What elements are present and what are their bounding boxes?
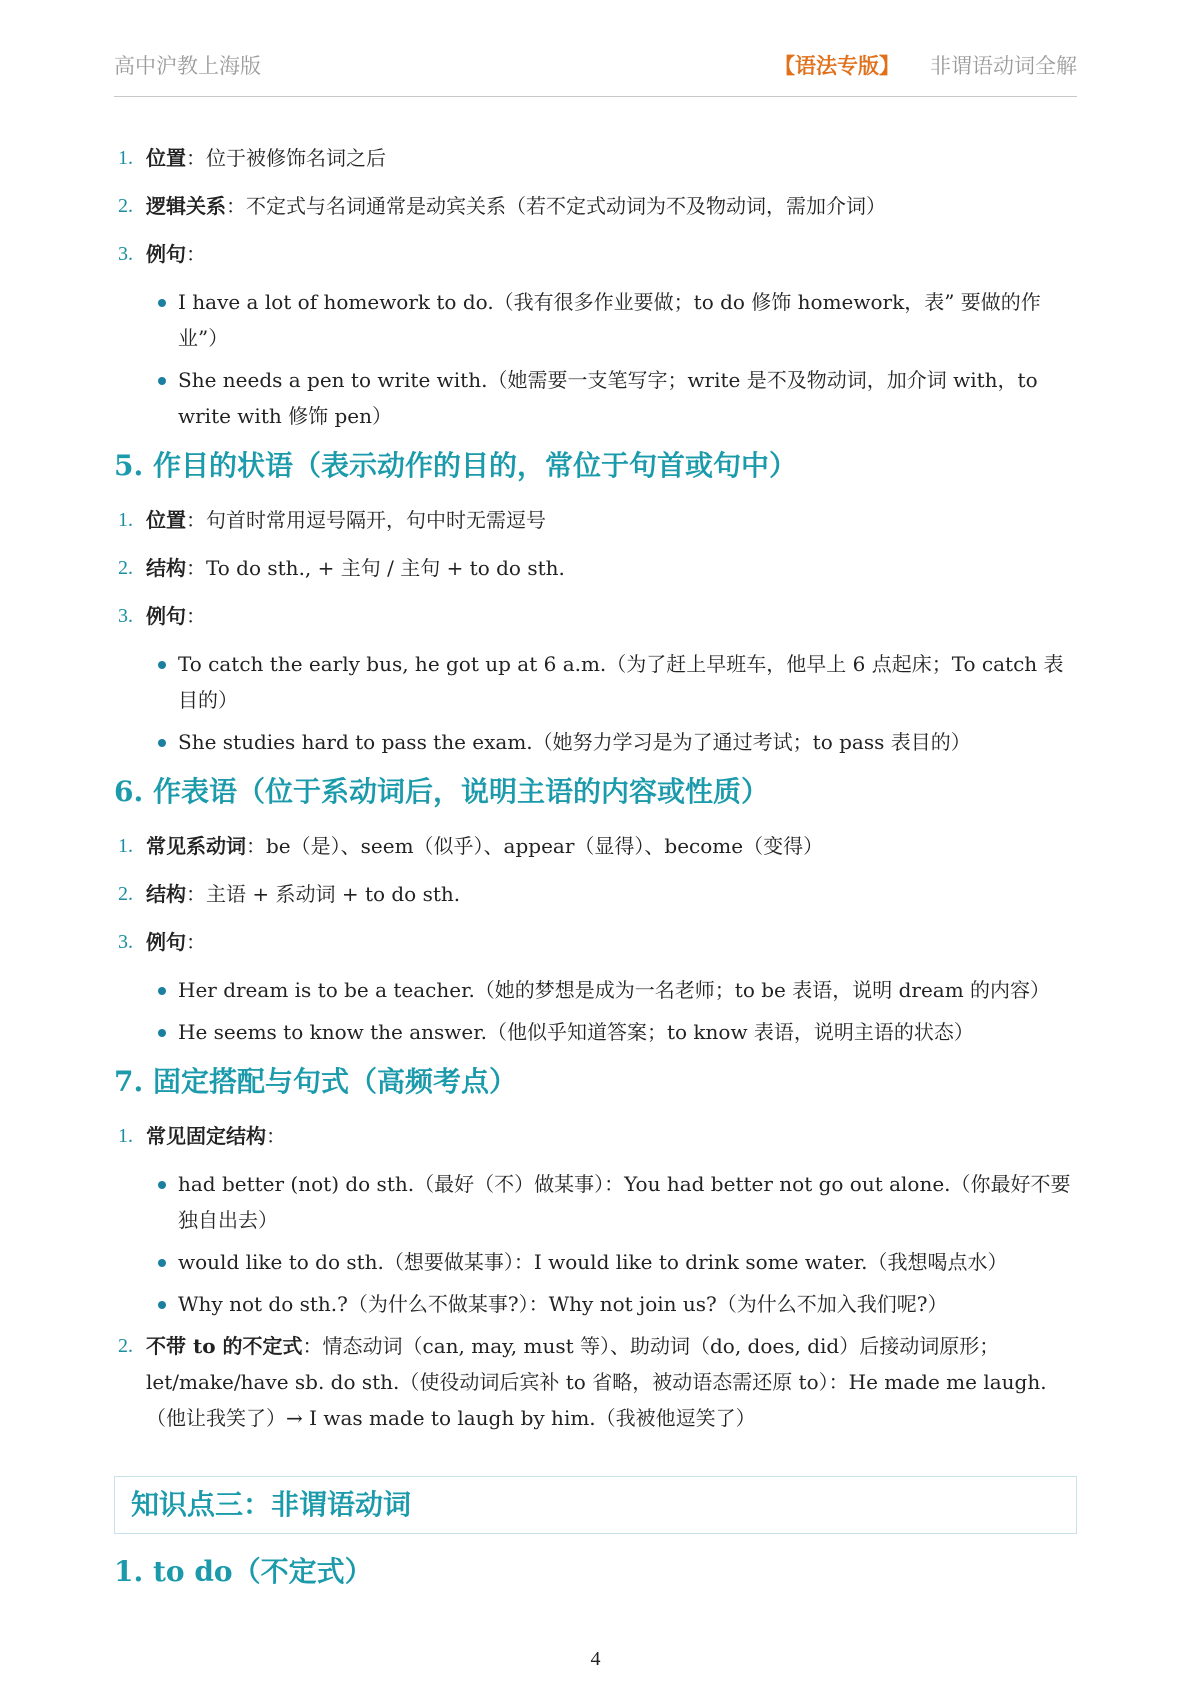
list-item: 3. 例句：: [118, 242, 206, 266]
example-sentence: had better (not) do sth.（最好（不）做某事）：You had better not go out alone.（你最好不要独自出去）: [156, 1166, 1077, 1238]
list-item: 3. 例句：: [118, 604, 206, 628]
example-list: [156, 284, 1077, 434]
example-list: [156, 972, 1077, 1050]
example-sentence: Her dream is to be a teacher.（她的梦想是成为一名老师；to be 表语，说明 dream 的内容）: [156, 972, 1077, 1008]
section-heading: 6. 作表语（位于系动词后，说明主语的内容或性质）: [114, 775, 769, 808]
example-sentence: would like to do sth.（想要做某事）：I would like to drink some water.（我想喝点水）: [156, 1244, 1077, 1280]
page-content: [114, 140, 1077, 1608]
list-item: 2. 逻辑关系：不定式与名词通常是动宾关系（若不定式动词为不及物动词，需加介词）: [118, 194, 886, 218]
example-sentence: She studies hard to pass the exam.（她努力学习是为了通过考试；to pass 表目的）: [156, 724, 1077, 760]
list-item: 2. 结构：主语 + 系动词 + to do sth.: [118, 882, 461, 906]
header-book-title: 高中沪教上海版: [114, 54, 261, 78]
subsection-heading: 1. to do（不定式）: [114, 1555, 373, 1588]
page-header: [114, 40, 1077, 97]
knowledge-point-box: 知识点三：非谓语动词: [114, 1476, 1077, 1534]
list-item: 2. 不带 to 的不定式：情态动词（can, may, must 等）、助动词（do, does, did）后接动词原形；let/make/have sb. do sth.（使役动词后宾补 to 省略，被动语态需还原 to）：He made me laugh.（他让我笑了）→ I was made to laugh by him.（我被他逗笑了）: [118, 1334, 1047, 1430]
list-item: 1. 常见系动词：be（是）、seem（似乎）、appear（显得）、become（变得）: [118, 834, 824, 858]
example-sentence: He seems to know the answer.（他似乎知道答案；to know 表语，说明主语的状态）: [156, 1014, 1077, 1050]
example-sentence: I have a lot of homework to do.（我有很多作业要做；to do 修饰 homework，表” 要做的作业”）: [156, 284, 1077, 356]
list-item: 1. 常见固定结构：: [118, 1124, 286, 1148]
example-list: [156, 1166, 1077, 1322]
example-sentence: She needs a pen to write with.（她需要一支笔写字；write 是不及物动词，加介词 with，to write with 修饰 pen）: [156, 362, 1077, 434]
header-right: [774, 50, 1077, 80]
list-item: 2. 结构：To do sth., + 主句 / 主句 + to do sth.: [118, 556, 565, 580]
example-sentence: Why not do sth.?（为什么不做某事?）：Why not join us?（为什么不加入我们呢?）: [156, 1286, 1077, 1322]
section-heading: 7. 固定搭配与句式（高频考点）: [114, 1065, 517, 1098]
list-item: 1. 位置：句首时常用逗号隔开，句中时无需逗号: [118, 508, 546, 532]
header-chapter: 非谓语动词全解: [930, 54, 1077, 78]
example-sentence: To catch the early bus, he got up at 6 a.m.（为了赶上早班车，他早上 6 点起床；To catch 表目的）: [156, 646, 1077, 718]
header-tag: 【语法专版】: [774, 53, 900, 78]
list-item: 3. 例句：: [118, 930, 206, 954]
section-heading: 5. 作目的状语（表示动作的目的，常位于句首或句中）: [114, 449, 797, 482]
list-item: 1. 位置：位于被修饰名词之后: [118, 146, 386, 170]
page-number: 4: [590, 1648, 601, 1670]
example-list: [156, 646, 1077, 760]
